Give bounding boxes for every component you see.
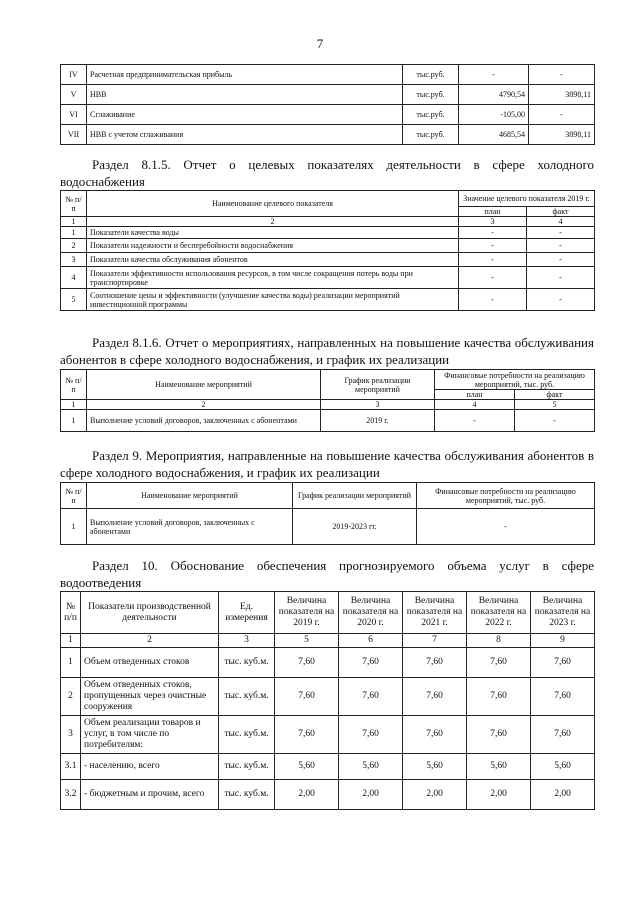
- index-cell: 4: [527, 217, 595, 227]
- row-schedule: 2019-2023 гг.: [293, 509, 417, 545]
- row-num: 1: [61, 410, 87, 432]
- row-num: 1: [61, 648, 81, 678]
- header-num: № п/п: [61, 483, 87, 509]
- row-num: 2: [61, 678, 81, 716]
- header-plan: план: [459, 207, 527, 217]
- row-name: Показатели надежности и бесперебойности водоснабжения: [87, 239, 459, 253]
- table-row: [61, 105, 595, 125]
- row-name: НВВ с учетом сглаживания: [87, 125, 403, 145]
- row-name: - населению, всего: [81, 754, 219, 780]
- row-num: 4: [61, 267, 87, 289]
- table-row: [61, 678, 595, 716]
- row-plan: -: [459, 289, 527, 311]
- row-name: Объем отведенных стоков: [81, 648, 219, 678]
- row-unit: тыс. куб.м.: [219, 780, 275, 810]
- row-value: 7,60: [467, 678, 531, 716]
- row-value: 7,60: [467, 648, 531, 678]
- index-cell: 3: [219, 634, 275, 648]
- row-value: 5,60: [467, 754, 531, 780]
- row-num: 3.2: [61, 780, 81, 810]
- header-num: № п/п: [61, 370, 87, 400]
- row-num: IV: [61, 65, 87, 85]
- header-finance: Финансовые потребности на реализацию мероприятий, тыс. руб.: [435, 370, 595, 390]
- row-plan: -: [459, 227, 527, 239]
- row-unit: тыс. куб.м.: [219, 648, 275, 678]
- section-8-1-5-title: Раздел 8.1.5. Отчет о целевых показателях деятельности в сфере холодного водоснабжения: [60, 157, 594, 189]
- section-9-title: Раздел 9. Мероприятия, направленные на повышение качества обслуживания абонентов в сфере холодного водоснабжения, и график их реализации: [60, 448, 594, 480]
- row-fact: -: [527, 227, 595, 239]
- row-plan: -: [459, 239, 527, 253]
- row-num: VII: [61, 125, 87, 145]
- section-8-1-6-title: Раздел 8.1.6. Отчет о мероприятиях, направленных на повышение качества обслуживания абонентов в сфере холодного водоснабжения, и график их реализации: [60, 335, 594, 367]
- row-name: Показатели эффективности использования ресурсов, в том числе сокращения потерь воды при транспортировке: [87, 267, 459, 289]
- row-name: - бюджетным и прочим, всего: [81, 780, 219, 810]
- index-cell: 6: [339, 634, 403, 648]
- table-row: [61, 239, 595, 253]
- row-fact: -: [527, 253, 595, 267]
- index-cell: 3: [459, 217, 527, 227]
- row-name: Объем реализации товаров и услуг, в том числе по потребителям:: [81, 716, 219, 754]
- table-row: [61, 410, 595, 432]
- index-cell: 1: [61, 400, 87, 410]
- table-row: [61, 509, 595, 545]
- table-row: [61, 716, 595, 754]
- row-fact: -: [527, 267, 595, 289]
- section-10-table: [60, 591, 595, 810]
- row-value: 7,60: [275, 716, 339, 754]
- header-2020: Величина показателя на 2020 г.: [339, 592, 403, 634]
- header-plan: план: [435, 390, 515, 400]
- row-value: 5,60: [531, 754, 595, 780]
- table-row: [61, 125, 595, 145]
- row-value: 5,60: [275, 754, 339, 780]
- row-unit: тыс.руб.: [403, 85, 459, 105]
- index-cell: 5: [515, 400, 595, 410]
- index-row: [61, 634, 595, 648]
- row-value: 2,00: [467, 780, 531, 810]
- header-2023: Величина показателя на 2023 г.: [531, 592, 595, 634]
- row-value: 2,00: [275, 780, 339, 810]
- header-name: Наименование мероприятий: [87, 483, 293, 509]
- row-value: 5,60: [403, 754, 467, 780]
- header-name: Показатели производственной деятельности: [81, 592, 219, 634]
- row-fact: -: [527, 289, 595, 311]
- row-unit: тыс.руб.: [403, 125, 459, 145]
- row-value: 7,60: [531, 716, 595, 754]
- header-schedule: График реализации мероприятий: [321, 370, 435, 400]
- header-finance: Финансовые потребности на реализацию мероприятий, тыс. руб.: [417, 483, 595, 509]
- row-value: 7,60: [403, 716, 467, 754]
- index-cell: 9: [531, 634, 595, 648]
- row-value: 7,60: [403, 678, 467, 716]
- row-num: 5: [61, 289, 87, 311]
- row-name: Объем отведенных стоков, пропущенных через очистные сооружения: [81, 678, 219, 716]
- row-num: 3.1: [61, 754, 81, 780]
- row-name: Соотношение цены и эффективности (улучшение качества воды) реализации мероприятий инвестиционной программы: [87, 289, 459, 311]
- header-name: Наименование мероприятий: [87, 370, 321, 400]
- row-value: 2,00: [531, 780, 595, 810]
- index-cell: 2: [87, 400, 321, 410]
- row-unit: тыс. куб.м.: [219, 716, 275, 754]
- row-num: V: [61, 85, 87, 105]
- row-value: 4685,54: [459, 125, 529, 145]
- row-value: 5,60: [339, 754, 403, 780]
- row-value: 7,60: [339, 648, 403, 678]
- row-plan: -: [435, 410, 515, 432]
- index-row: [61, 217, 595, 227]
- table-row: [61, 267, 595, 289]
- row-value: 7,60: [403, 648, 467, 678]
- section-8-1-6-table: [60, 369, 595, 432]
- header-2022: Величина показателя на 2022 г.: [467, 592, 531, 634]
- index-cell: 5: [275, 634, 339, 648]
- header-fact: факт: [527, 207, 595, 217]
- index-cell: 1: [61, 217, 87, 227]
- table-row: [61, 648, 595, 678]
- row-value: 7,60: [531, 678, 595, 716]
- index-cell: 1: [61, 634, 81, 648]
- row-schedule: 2019 г.: [321, 410, 435, 432]
- header-num: № п/п: [61, 592, 81, 634]
- row-name: Сглаживание: [87, 105, 403, 125]
- row-name: Выполнение условий договоров, заключенных с абонентами: [87, 509, 293, 545]
- row-name: Показатели качества обслуживания абонентов: [87, 253, 459, 267]
- row-name: НВВ: [87, 85, 403, 105]
- row-value: -105,00: [459, 105, 529, 125]
- section-9-table: [60, 482, 595, 545]
- row-value: 2,00: [339, 780, 403, 810]
- row-finance: -: [417, 509, 595, 545]
- header-name: Наименование целевого показателя: [87, 191, 459, 217]
- table-row: [61, 780, 595, 810]
- row-num: 2: [61, 239, 87, 253]
- row-plan: -: [459, 253, 527, 267]
- row-plan: -: [459, 267, 527, 289]
- index-cell: 3: [321, 400, 435, 410]
- table-row: [61, 65, 595, 85]
- index-cell: 4: [435, 400, 515, 410]
- top-table: [60, 64, 595, 145]
- row-name: Расчетная предпринимательская прибыль: [87, 65, 403, 85]
- index-row: [61, 400, 595, 410]
- section-10-title: Раздел 10. Обоснование обеспечения прогнозируемого объема услуг в сфере водоотведения: [60, 558, 594, 590]
- header-schedule: График реализации мероприятий: [293, 483, 417, 509]
- row-value: 2,00: [403, 780, 467, 810]
- row-value: 7,60: [531, 648, 595, 678]
- row-name: Показатели качества воды: [87, 227, 459, 239]
- page-number: 7: [316, 36, 324, 51]
- index-cell: 7: [403, 634, 467, 648]
- header-num: № п/п: [61, 191, 87, 217]
- row-value: 7,60: [275, 648, 339, 678]
- row-num: VI: [61, 105, 87, 125]
- header-2021: Величина показателя на 2021 г.: [403, 592, 467, 634]
- header-2019: Величина показателя на 2019 г.: [275, 592, 339, 634]
- row-name: Выполнение условий договоров, заключенных с абонентами: [87, 410, 321, 432]
- row-value: 3898,11: [529, 125, 595, 145]
- row-fact: -: [527, 239, 595, 253]
- row-value: 7,60: [339, 678, 403, 716]
- row-value: 3898,11: [529, 85, 595, 105]
- header-unit: Ед. измерения: [219, 592, 275, 634]
- row-value: -: [529, 65, 595, 85]
- header-value-group: Значение целевого показателя 2019 г.: [459, 191, 595, 207]
- row-num: 3: [61, 253, 87, 267]
- index-cell: 2: [81, 634, 219, 648]
- row-value: -: [459, 65, 529, 85]
- row-value: 7,60: [339, 716, 403, 754]
- row-fact: -: [515, 410, 595, 432]
- row-unit: тыс. куб.м.: [219, 678, 275, 716]
- row-unit: тыс.руб.: [403, 105, 459, 125]
- row-value: -: [529, 105, 595, 125]
- section-8-1-5-table: [60, 190, 595, 311]
- table-row: [61, 85, 595, 105]
- row-num: 3: [61, 716, 81, 754]
- row-value: 7,60: [467, 716, 531, 754]
- row-value: 7,60: [275, 678, 339, 716]
- table-row: [61, 227, 595, 239]
- index-cell: 2: [87, 217, 459, 227]
- table-row: [61, 754, 595, 780]
- row-num: 1: [61, 509, 87, 545]
- table-row: [61, 289, 595, 311]
- index-cell: 8: [467, 634, 531, 648]
- table-row: [61, 253, 595, 267]
- row-unit: тыс.руб.: [403, 65, 459, 85]
- row-unit: тыс. куб.м.: [219, 754, 275, 780]
- row-value: 4790,54: [459, 85, 529, 105]
- header-fact: факт: [515, 390, 595, 400]
- row-num: 1: [61, 227, 87, 239]
